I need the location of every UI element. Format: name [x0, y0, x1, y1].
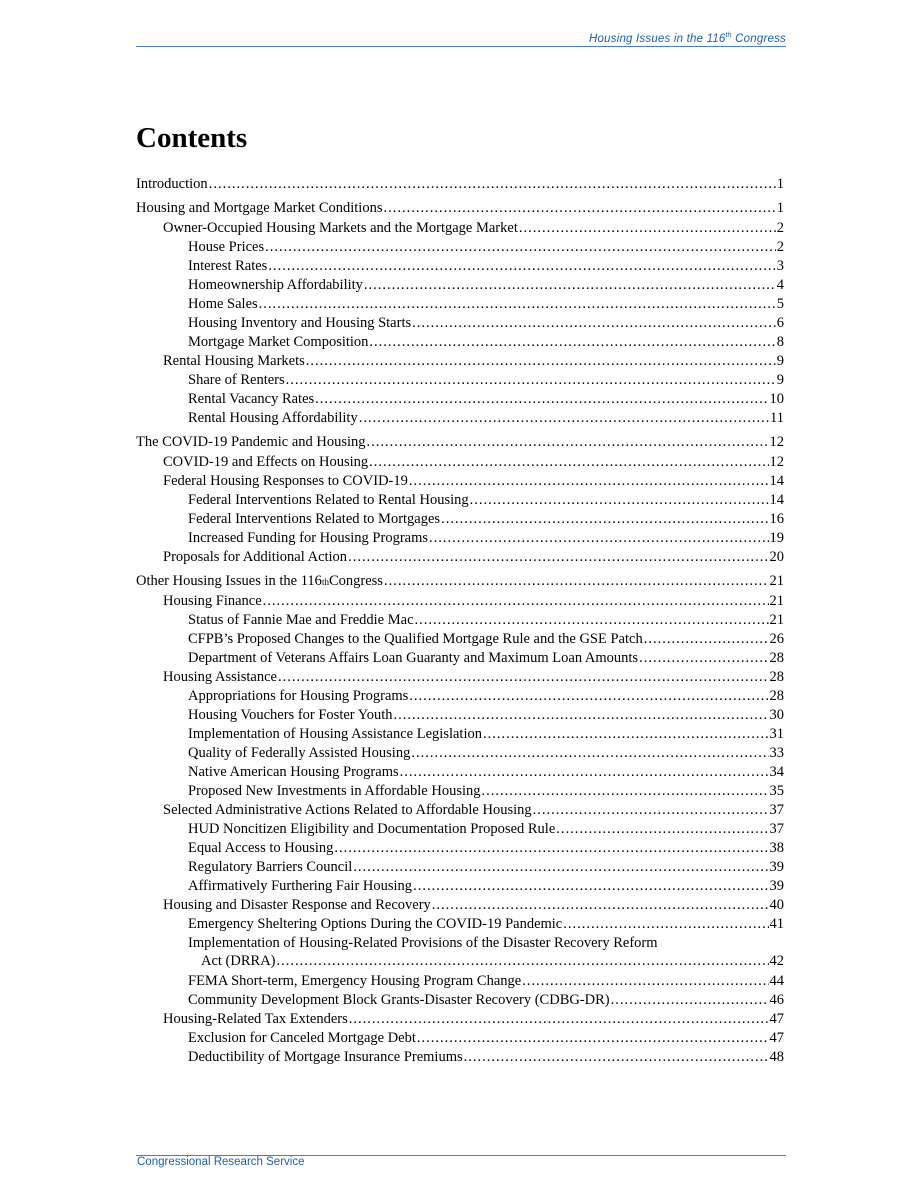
toc-entry[interactable] — [136, 175, 784, 193]
toc-leader-dots — [353, 858, 768, 876]
toc-leader-dots — [413, 877, 768, 895]
toc-page-number: 6 — [776, 315, 784, 331]
toc-leader-dots — [277, 952, 769, 970]
toc-entry-title: Housing Inventory and Housing Starts — [188, 315, 412, 331]
toc-leader-dots — [369, 333, 775, 351]
toc-entry-title: Implementation of Housing-Related Provisions of the Disaster Recovery Reform — [188, 935, 658, 951]
toc-page-number: 48 — [769, 1049, 784, 1065]
toc-leader-dots — [412, 314, 776, 332]
toc-leader-dots — [417, 1029, 769, 1047]
toc-leader-dots — [611, 991, 769, 1009]
toc-entry-title: CFPB’s Proposed Changes to the Qualified Mortgage Rule and the GSE Patch — [188, 631, 643, 647]
toc-page-number: 21 — [769, 573, 784, 589]
toc-leader-dots — [409, 687, 768, 705]
toc-page-number: 41 — [769, 916, 784, 932]
toc-leader-dots — [364, 276, 776, 294]
toc-page-number: 21 — [769, 612, 784, 628]
toc-entry-title: COVID-19 and Effects on Housing — [163, 454, 369, 470]
toc-entry-title: Interest Rates — [188, 258, 268, 274]
toc-page-number: 19 — [769, 530, 784, 546]
toc-leader-dots — [367, 433, 769, 451]
toc-leader-dots — [315, 390, 768, 408]
toc-leader-dots — [432, 896, 769, 914]
toc-leader-dots — [563, 915, 768, 933]
toc-page-number: 46 — [769, 992, 784, 1008]
toc-page-number: 47 — [769, 1011, 784, 1027]
toc-page-number: 9 — [776, 372, 784, 388]
toc-leader-dots — [259, 295, 776, 313]
toc-entry-title: Selected Administrative Actions Related to Affordable Housing — [163, 802, 532, 818]
toc-entry[interactable] — [136, 409, 784, 427]
toc-entry[interactable] — [136, 433, 784, 451]
toc-page-number: 1 — [776, 176, 784, 192]
toc-entry[interactable] — [136, 858, 784, 876]
toc-page-number: 37 — [769, 821, 784, 837]
toc-entry-title: Rental Housing Affordability — [188, 410, 358, 426]
toc-entry-title: Owner-Occupied Housing Markets and the Mortgage Market — [163, 220, 518, 236]
toc-entry[interactable] — [136, 725, 784, 743]
toc-page-number: 38 — [769, 840, 784, 856]
toc-page-number: 10 — [769, 391, 784, 407]
toc-entry-title: Department of Veterans Affairs Loan Guaranty and Maximum Loan Amounts — [188, 650, 639, 666]
toc-leader-dots — [411, 744, 768, 762]
toc-page-number: 3 — [776, 258, 784, 274]
toc-leader-dots — [306, 352, 776, 370]
toc-entry[interactable] — [136, 687, 784, 705]
toc-leader-dots — [519, 219, 776, 237]
toc-entry-title: Federal Housing Responses to COVID-19 — [163, 473, 408, 489]
toc-page-number: 14 — [769, 492, 784, 508]
toc-leader-dots — [263, 592, 769, 610]
toc-entry[interactable] — [136, 991, 784, 1009]
footer-source: Congressional Research Service — [137, 1156, 305, 1168]
toc-page-number: 1 — [776, 200, 784, 216]
toc-page-number: 2 — [776, 220, 784, 236]
toc-entry[interactable] — [136, 295, 784, 313]
toc-entry-title: HUD Noncitizen Eligibility and Documentation Proposed Rule — [188, 821, 556, 837]
toc-entry[interactable] — [136, 257, 784, 275]
toc-entry-title: Rental Vacancy Rates — [188, 391, 315, 407]
toc-entry-title: Housing and Disaster Response and Recovery — [163, 897, 431, 913]
toc-entry-title: Proposals for Additional Action — [163, 549, 348, 565]
toc-entry-title-suffix: Congress — [328, 573, 383, 589]
toc-entry-title: Regulatory Barriers Council — [188, 859, 353, 875]
toc-leader-dots — [464, 1048, 769, 1066]
toc-leader-dots — [400, 763, 769, 781]
toc-entry[interactable] — [136, 934, 784, 970]
toc-page-number: 4 — [776, 277, 784, 293]
toc-entry[interactable] — [136, 1010, 784, 1028]
toc-leader-dots — [334, 839, 768, 857]
toc-leader-dots — [522, 972, 768, 990]
header-rule — [136, 46, 786, 47]
toc-entry-title: Exclusion for Canceled Mortgage Debt — [188, 1030, 416, 1046]
toc-page-number: 28 — [769, 688, 784, 704]
toc-leader-dots — [384, 572, 769, 590]
toc-entry-title: Share of Renters — [188, 372, 285, 388]
toc-entry[interactable] — [136, 314, 784, 332]
toc-entry[interactable] — [136, 472, 784, 490]
toc-entry[interactable] — [136, 453, 784, 471]
toc-entry[interactable] — [136, 915, 784, 933]
toc-entry[interactable]: Other Housing Issues in the 116 th Congress ..... 21 — [136, 572, 784, 590]
toc-entry-title: Proposed New Investments in Affordable Housing — [188, 783, 481, 799]
toc-entry[interactable] — [136, 744, 784, 762]
toc-entry-title: Housing Vouchers for Foster Youth — [188, 707, 393, 723]
toc-leader-dots — [359, 409, 769, 427]
toc-leader-dots — [265, 238, 776, 256]
toc-entry[interactable] — [136, 706, 784, 724]
toc-entry-title: House Prices — [188, 239, 265, 255]
toc-entry-title: Housing Finance — [163, 593, 262, 609]
toc-entry[interactable] — [136, 763, 784, 781]
toc-entry-title: Equal Access to Housing — [188, 840, 334, 856]
toc-entry[interactable] — [136, 782, 784, 800]
toc-entry[interactable] — [136, 877, 784, 895]
toc-entry[interactable] — [136, 529, 784, 547]
running-header: Housing Issues in the 116th Congress — [589, 32, 786, 45]
toc-leader-dots — [278, 668, 769, 686]
toc-page-number: 40 — [769, 897, 784, 913]
toc-leader-dots — [644, 630, 769, 648]
toc-entry[interactable] — [136, 801, 784, 819]
toc-entry[interactable] — [136, 199, 784, 217]
toc-entry-title: Mortgage Market Composition — [188, 334, 369, 350]
toc-leader-dots — [383, 199, 775, 217]
toc-leader-dots — [369, 453, 768, 471]
toc-page-number: 26 — [769, 631, 784, 647]
toc-entry[interactable] — [136, 668, 784, 686]
toc-entry[interactable] — [136, 390, 784, 408]
toc-page-number: 28 — [769, 669, 784, 685]
toc-entry[interactable] — [136, 1029, 784, 1047]
toc-entry[interactable] — [136, 611, 784, 629]
toc-page-number: 12 — [769, 454, 784, 470]
toc-entry-title: Community Development Block Grants-Disaster Recovery (CDBG-DR) — [188, 992, 610, 1008]
toc-entry-title: Status of Fannie Mae and Freddie Mac — [188, 612, 414, 628]
toc-entry-title: FEMA Short-term, Emergency Housing Program Change — [188, 973, 522, 989]
toc-entry[interactable] — [136, 352, 784, 370]
toc-leader-dots — [409, 472, 769, 490]
toc-page-number: 39 — [769, 878, 784, 894]
toc-entry[interactable] — [136, 896, 784, 914]
toc-entry[interactable] — [136, 839, 784, 857]
toc-page-number: 28 — [769, 650, 784, 666]
toc-leader-dots — [470, 491, 769, 509]
toc-leader-dots — [482, 782, 769, 800]
toc-entry[interactable] — [136, 510, 784, 528]
toc-entry-title: Other Housing Issues in the 116 — [136, 573, 322, 589]
toc-leader-dots — [429, 529, 768, 547]
toc-page-number: 44 — [769, 973, 784, 989]
page-title: Contents — [136, 122, 248, 154]
toc-page-number: 21 — [769, 593, 784, 609]
toc-entry[interactable] — [136, 276, 784, 294]
toc-page-number: 12 — [769, 434, 784, 450]
toc-leader-dots — [349, 1010, 769, 1028]
toc-entry-title: Homeownership Affordability — [188, 277, 363, 293]
toc-page-number: 2 — [776, 239, 784, 255]
toc-entry[interactable] — [136, 820, 784, 838]
toc-page-number: 9 — [776, 353, 784, 369]
toc-entry[interactable] — [136, 592, 784, 610]
toc-entry-title: Deductibility of Mortgage Insurance Premiums — [188, 1049, 463, 1065]
toc-entry-title: Native American Housing Programs — [188, 764, 399, 780]
toc-leader-dots — [483, 725, 769, 743]
toc-entry-title: Implementation of Housing Assistance Legislation — [188, 726, 482, 742]
toc-page-number: 14 — [769, 473, 784, 489]
toc-entry-title: Federal Interventions Related to Mortgages — [188, 511, 441, 527]
toc-entry-title: Appropriations for Housing Programs — [188, 688, 409, 704]
toc-page-number: 20 — [769, 549, 784, 565]
toc-entry[interactable] — [136, 972, 784, 990]
toc-entry-title: Quality of Federally Assisted Housing — [188, 745, 411, 761]
toc-entry-title: Housing Assistance — [163, 669, 277, 685]
toc-page-number: 30 — [769, 707, 784, 723]
toc-leader-dots — [286, 371, 776, 389]
toc-page-number: 47 — [769, 1030, 784, 1046]
toc-entry-title: Emergency Sheltering Options During the COVID-19 Pandemic — [188, 916, 563, 932]
toc-leader-dots — [533, 801, 769, 819]
toc-entry[interactable] — [136, 649, 784, 667]
toc-entry[interactable] — [136, 491, 784, 509]
toc-page-number: 42 — [769, 953, 784, 969]
toc-entry-title: Affirmatively Furthering Fair Housing — [188, 878, 413, 894]
toc-page-number: 11 — [770, 410, 784, 426]
toc-page-number: 5 — [776, 296, 784, 312]
toc-page-number: 34 — [769, 764, 784, 780]
toc-entry-title: Increased Funding for Housing Programs — [188, 530, 429, 546]
toc-page-number: 8 — [776, 334, 784, 350]
toc-entry[interactable] — [136, 630, 784, 648]
toc-entry-title: The COVID-19 Pandemic and Housing — [136, 434, 366, 450]
toc-page-number: 16 — [769, 511, 784, 527]
toc-leader-dots — [394, 706, 769, 724]
toc-page-number: 33 — [769, 745, 784, 761]
toc-entry[interactable] — [136, 371, 784, 389]
toc-entry-title: Housing-Related Tax Extenders — [163, 1011, 348, 1027]
toc-page-number: 35 — [769, 783, 784, 799]
toc-entry-title: Home Sales — [188, 296, 258, 312]
toc-entry-title-continuation: Act (DRRA) — [201, 953, 276, 969]
toc-entry[interactable] — [136, 548, 784, 566]
toc-entry[interactable] — [136, 219, 784, 237]
toc-entry-title: Housing and Mortgage Market Conditions — [136, 200, 383, 216]
toc-leader-dots — [209, 175, 776, 193]
toc-entry-title: Introduction — [136, 176, 208, 192]
toc-leader-dots — [415, 611, 769, 629]
toc-leader-dots — [441, 510, 768, 528]
toc-leader-dots — [556, 820, 768, 838]
toc-entry-title: Federal Interventions Related to Rental Housing — [188, 492, 469, 508]
toc-entry[interactable] — [136, 1048, 784, 1066]
toc-page-number: 37 — [769, 802, 784, 818]
toc-page-number: 39 — [769, 859, 784, 875]
toc-leader-dots — [639, 649, 768, 667]
toc-entry[interactable] — [136, 333, 784, 351]
toc-leader-dots — [268, 257, 775, 275]
toc-leader-dots — [348, 548, 768, 566]
toc-entry[interactable] — [136, 238, 784, 256]
toc-entry-title: Rental Housing Markets — [163, 353, 305, 369]
toc-page-number: 31 — [769, 726, 784, 742]
